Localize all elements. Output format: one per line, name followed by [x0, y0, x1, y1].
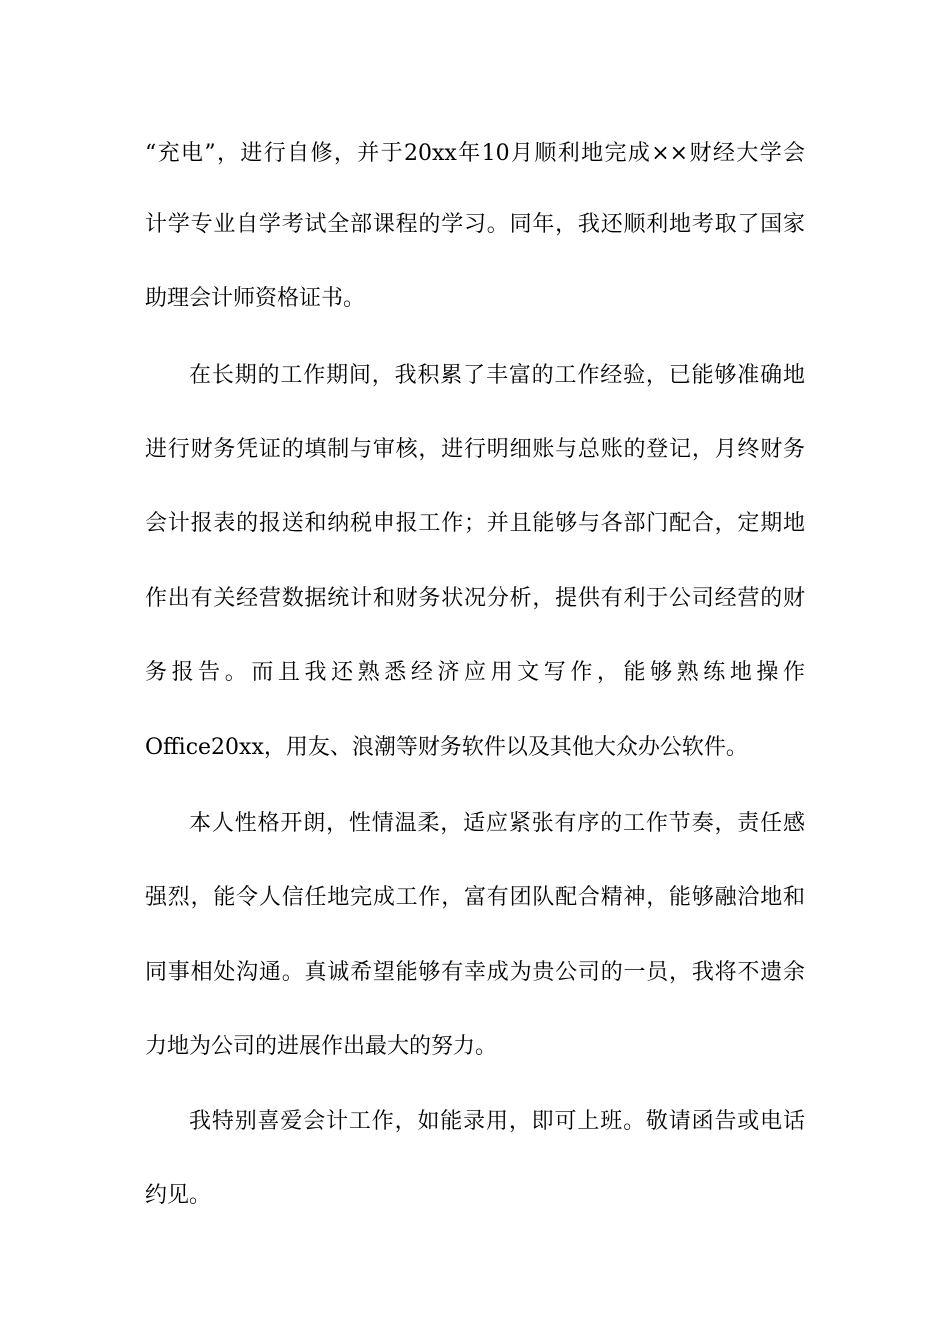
- body-text-line: 约见。: [145, 1183, 212, 1208]
- body-text-line: 计学专业自学考试全部课程的学习。同年，我还顺利地考取了国家: [145, 212, 805, 237]
- body-text-line: 会计报表的报送和纳税申报工作；并且能够与各部门配合，定期地: [145, 511, 805, 536]
- body-text-line: 进行财务凭证的填制与审核，进行明细账与总账的登记，月终财务: [145, 437, 805, 462]
- body-text-line: 强烈，能令人信任地完成工作，富有团队配合精神，能够融洽地和: [145, 885, 805, 910]
- body-text-line: 同事相处沟通。真诚希望能够有幸成为贵公司的一员，我将不遗余: [145, 960, 805, 985]
- body-text-line: “充电”，进行自修，并于20xx年10月顺利地完成××财经大学会: [145, 141, 805, 166]
- body-text-line: 助理会计师资格证书。: [145, 286, 366, 311]
- paragraph-first-line: 本人性格开朗，性情温柔，适应紧张有序的工作节奏，责任感: [189, 811, 805, 836]
- body-text-line: Office20xx，用友、浪潮等财务软件以及其他大众办公软件。: [145, 735, 748, 760]
- paragraph-first-line: 在长期的工作期间，我积累了丰富的工作经验，已能够准确地: [189, 363, 805, 388]
- body-text-line: 力地为公司的进展作出最大的努力。: [145, 1034, 498, 1059]
- body-text-line: 作出有关经营数据统计和财务状况分析，提供有利于公司经营的财: [145, 586, 805, 611]
- body-text-line: 务报告。而且我还熟悉经济应用文写作，能够熟练地操作: [145, 660, 805, 685]
- paragraph-first-line: 我特别喜爱会计工作，如能录用，即可上班。敬请函告或电话: [189, 1109, 805, 1134]
